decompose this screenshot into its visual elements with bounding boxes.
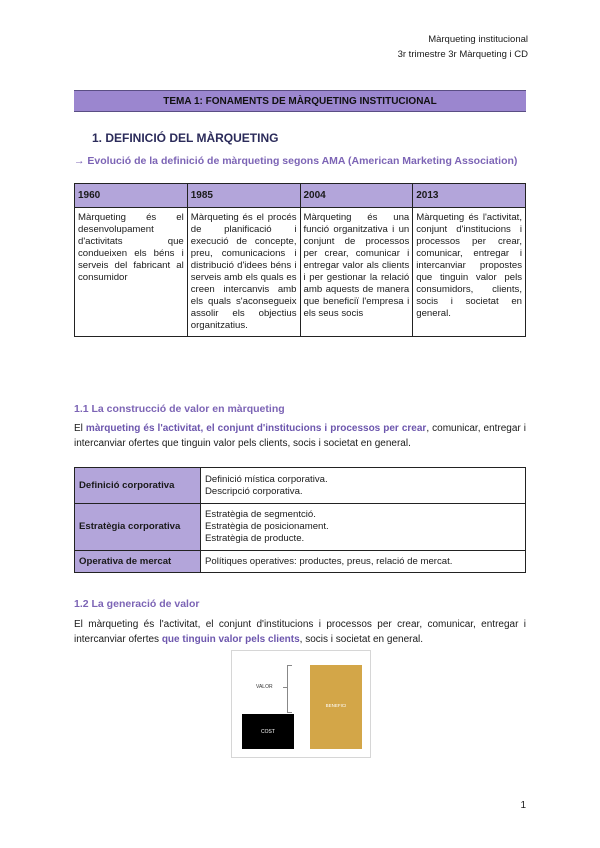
table-row: [75, 468, 526, 504]
paragraph-highlight: màrqueting és l'activitat, el conjunt d'institucions i processos per crear: [85, 423, 427, 434]
ama-definitions-table: [74, 183, 526, 337]
strategy-line: Polítiques operatives: productes, preus, relació de mercat.: [205, 555, 453, 567]
section-1-1-title: 1.1 La construcció de valor en màrqueting: [74, 403, 285, 415]
definition-cell: Màrqueting és el procés de planificació i execució de concepte, preu, comunicacions i distribució d'idees béns i serveis amb els quals es creen intercanvis amb els quals s'aconsegueix assolir els objectius organitzatius.: [187, 208, 300, 337]
chapter-banner: TEMA 1: FONAMENTS DE MÀRQUETING INSTITUCIONAL: [74, 90, 526, 112]
paragraph-text: El màrqueting és l'activitat, el conjunt d'institucions i processos per crear, comunicar, entregar i intercanviar ofertes: [74, 619, 526, 645]
value-diagram: [231, 650, 371, 758]
strategy-line: Descripció corporativa.: [205, 485, 303, 497]
year-header: 1985: [187, 184, 300, 208]
definition-cell: Màrqueting és el desenvolupament d'activitats que condueixen els béns i serveis del fabricant al consumidor: [75, 208, 188, 337]
year-header: 2004: [300, 184, 413, 208]
section-1-2-title: 1.2 La generació de valor: [74, 598, 200, 610]
strategy-line: Definició mística corporativa.: [205, 473, 328, 485]
strategy-table: [74, 467, 526, 573]
section-1-subtitle: → Evolució de la definició de màrqueting segons AMA (American Marketing Association): [74, 155, 518, 167]
section-1-2-paragraph: [74, 617, 526, 647]
strategy-line: Estratègia de posicionament.: [205, 521, 329, 532]
table-header-row: [75, 184, 526, 208]
strategy-label: Estratègia corporativa: [75, 504, 201, 551]
strategy-line: Estratègia de producte.: [205, 533, 305, 544]
definition-cell: Màrqueting és l'activitat, conjunt d'institucions i processos per crear, comunicar, entregar i intercanviar propostes que tinguin valor pels consumidors, clients, socis i societat en general.: [413, 208, 526, 337]
section-1-1-paragraph: [74, 421, 526, 451]
definition-cell: Màrqueting és una funció organitzativa i un conjunt de processos per crear, comunicar i entregar valor als clients i per gestionar la relació amb aquests de manera que beneficiï l'empresa i els seus socis: [300, 208, 413, 337]
page-number: 1: [520, 800, 526, 811]
valor-label: VALOR: [256, 684, 273, 690]
year-header: 2013: [413, 184, 526, 208]
year-header: 1960: [75, 184, 188, 208]
table-row: [75, 504, 526, 551]
strategy-label: Definició corporativa: [75, 468, 201, 504]
strategy-content: [201, 504, 526, 551]
strategy-label: Operativa de mercat: [75, 551, 201, 573]
cost-bar: COST: [242, 714, 294, 749]
paragraph-highlight: que tinguin valor pels clients: [161, 634, 300, 645]
value-brace: [287, 665, 292, 713]
header-course: Màrqueting institucional: [428, 34, 528, 45]
paragraph-text: El: [74, 423, 86, 434]
table-row: [75, 551, 526, 573]
page-header: [398, 32, 528, 62]
strategy-content: [201, 551, 526, 573]
table-row: [75, 208, 526, 337]
section-1-title: 1. DEFINICIÓ DEL MÀRQUETING: [92, 131, 279, 145]
benefit-bar: BENEFICI: [310, 665, 362, 749]
paragraph-text: , socis i societat en general.: [299, 634, 424, 645]
strategy-line: Estratègia de segmentció.: [205, 509, 316, 520]
value-brace-tick: [283, 687, 287, 688]
strategy-content: [201, 468, 526, 504]
header-term: 3r trimestre 3r Màrqueting i CD: [397, 49, 528, 60]
paragraph-text: , comunicar, entregar i intercanviar ofertes que tinguin valor pels clients, socis i societat en general.: [74, 423, 527, 449]
